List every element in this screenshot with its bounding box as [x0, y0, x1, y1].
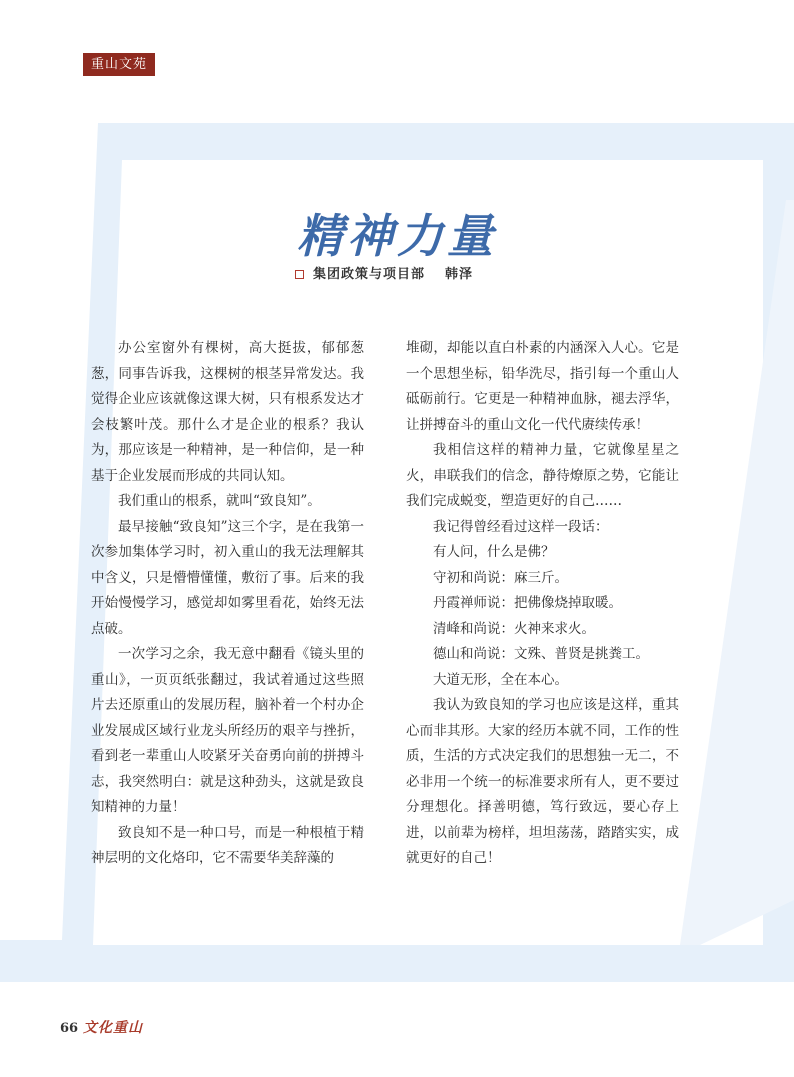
- paragraph: 最早接触“致良知”这三个字，是在我第一次参加集体学习时，初入重山的我无法理解其中含义，只是懵懵懂懂，敷衍了事。后来的我开始慢慢学习，感觉却如雾里看花，始终无法点破。: [91, 518, 364, 637]
- paragraph: 清峰和尚说：火神来求火。: [433, 620, 595, 637]
- magazine-name: 文化重山: [83, 1020, 143, 1036]
- paragraph: 大道无形，全在本心。: [433, 671, 568, 688]
- paragraph: 德山和尚说：文殊、普贤是挑粪工。: [433, 646, 649, 662]
- article-title: 精神力量: [297, 209, 497, 263]
- paragraph: 守初和尚说：麻三斤。: [433, 569, 568, 586]
- square-bullet-icon: [295, 270, 304, 279]
- paragraph: 一次学习之余，我无意中翻看《镜头里的重山》，一页页纸张翻过，我试着通过这些照片去还原重山的发展历程，脑补着一个村办企业发展成区域行业龙头所经历的艰辛与挫折，看到老一辈重山人咬紧牙关奋勇向前的拼搏斗志，我突然明白：就是这种劲头，这就是致良知精神的力量！: [91, 646, 364, 815]
- section-tag: 重山文苑: [83, 53, 155, 76]
- paragraph: 办公室窗外有棵树，高大挺拔，郁郁葱葱，同事告诉我，这棵树的根茎异常发达。我觉得企业应该就像这课大树，只有根系发达才会枝繁叶茂。那什么才是企业的根系？我认为，那应该是一种精神，是一种信仰，是一种基于企业发展而形成的共同认知。: [91, 340, 364, 484]
- byline-department: 集团政策与项目部: [313, 267, 426, 282]
- byline: [295, 266, 473, 284]
- page-number: 66: [60, 1021, 79, 1036]
- paragraph: 致良知不是一种口号，而是一种根植于精神层明的文化烙印，它不需要华美辞藻的: [91, 824, 364, 866]
- paragraph: 堆砌，却能以直白朴素的内涵深入人心。它是一个思想坐标，铅华洗尽，指引每一个重山人砥砺前行。它更是一种精神血脉，褪去浮华，让拼搏奋斗的重山文化一代代赓续传承！: [406, 340, 679, 433]
- paragraph: 我记得曾经看过这样一段话：: [433, 518, 609, 535]
- left-column: [91, 336, 364, 872]
- paragraph: 我相信这样的精神力量，它就像星星之火，串联我们的信念，静待燎原之势，它能让我们完成蜕变，塑造更好的自己……: [406, 442, 679, 509]
- byline-author: 韩泽: [445, 267, 474, 282]
- paragraph: 有人问，什么是佛？: [433, 544, 555, 560]
- paragraph: 我们重山的根系，就叫“致良知”。: [118, 493, 321, 509]
- paragraph: 丹霞禅师说：把佛像烧掉取暖。: [433, 595, 622, 611]
- paragraph: 我认为致良知的学习也应该是这样，重其心而非其形。大家的经历本就不同，工作的性质，生活的方式决定我们的思想独一无二，不必非用一个统一的标准要求所有人，更不要过分理想化。择善明德，笃行致远，要心存上进，以前辈为榜样，坦坦荡荡，踏踏实实，成就更好的自己！: [406, 697, 679, 866]
- right-column: [406, 336, 679, 872]
